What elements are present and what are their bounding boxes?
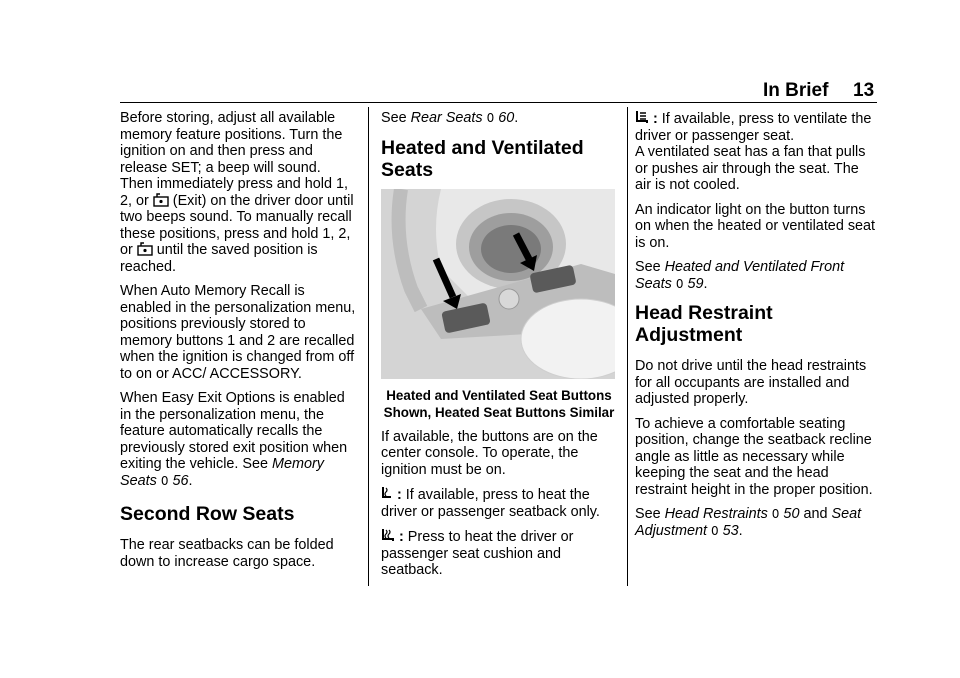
comfortable-seating-paragraph: To achieve a comfortable seating position, change the seatback recline angle as little as necessary while keeping the seat and the head restraint height in the proper position. xyxy=(635,415,873,498)
ventilated-seat-paragraph: A ventilated seat has a fan that pulls or pushes air through the seat. The air is not cooled. xyxy=(635,144,866,193)
seatback-heat-paragraph: : If available, press to heat the driver or passenger seatback only. xyxy=(381,487,600,520)
page-ref-icon: 0 xyxy=(711,523,719,538)
seat-buttons-illustration xyxy=(381,189,615,379)
heated-front-seats-link[interactable]: Heated and Ventilated Front Seats xyxy=(635,259,845,292)
figure-caption: Heated and Ventilated Seat Buttons Shown, Heated Seat Buttons Similar xyxy=(383,387,615,420)
page-ref[interactable]: 59 xyxy=(683,275,704,292)
page-header xyxy=(0,80,960,110)
heated-seat-icon xyxy=(381,528,395,543)
memory-storing-paragraph: Before storing, adjust all available memory feature positions. Turn the ignition on and then press and release SET; a beep will sound. Then immediately press and hold 1, 2, or (Exit) on the driver door until two beeps sound. To manually recall these positions, press and hold 1, 2, or until the saved position is reached. xyxy=(120,110,354,275)
head-restraint-warning: Do not drive until the head restraints for all occupants are installed and adjusted properly. xyxy=(635,358,867,407)
exit-door-icon xyxy=(137,242,153,256)
head-restraint-heading: Head Restraint Adjustment xyxy=(635,302,773,346)
seat-heat-paragraph: : Press to heat the driver or passenger seat cushion and seatback. xyxy=(381,529,574,578)
page-ref-icon: 0 xyxy=(675,276,684,291)
column-divider-1 xyxy=(368,107,369,586)
heated-ventilated-heading: Heated and Ventilated Seats xyxy=(381,136,584,181)
head-restraints-see-also: See Head Restraints 0 50 and Seat Adjustment 0 53. xyxy=(635,506,862,539)
column-divider-2 xyxy=(627,107,628,586)
page-ref-icon: 0 xyxy=(771,507,780,521)
auto-memory-recall-paragraph: When Auto Memory Recall is enabled in the personalization menu, positions previously stored to memory buttons 1 and 2 are recalled when the ignition is changed from off to on or ACC/ ACCESSORY. xyxy=(120,283,356,382)
head-restraints-link[interactable]: Head Restraints xyxy=(664,506,768,522)
column-1 xyxy=(120,110,356,578)
section-title: In Brief xyxy=(763,80,829,101)
column-3 xyxy=(635,110,877,547)
second-row-paragraph: The rear seatbacks can be folded down to increase cargo space. xyxy=(120,537,334,570)
ventilated-seat-icon xyxy=(635,110,649,125)
rear-seats-see-also: See Rear Seats 0 60. xyxy=(381,110,519,126)
front-seats-see-also: See Heated and Ventilated Front Seats 0 59. xyxy=(635,259,845,292)
page-ref[interactable]: 60 xyxy=(494,110,515,126)
page-ref[interactable]: 50 xyxy=(779,506,800,522)
page-number: 13 xyxy=(853,80,875,101)
header-rule xyxy=(120,102,877,103)
page-ref[interactable]: 56 xyxy=(168,472,189,489)
page-ref-icon: 0 xyxy=(486,111,495,125)
page-ref[interactable]: 53 xyxy=(718,522,739,539)
second-row-seats-heading: Second Row Seats xyxy=(120,503,295,525)
memory-seats-link[interactable]: Memory Seats xyxy=(120,456,324,489)
indicator-light-paragraph: An indicator light on the button turns on when the heated or ventilated seat is on. xyxy=(635,201,876,251)
page-ref-icon: 0 xyxy=(160,473,169,488)
column-2 xyxy=(381,110,617,587)
seat-adjustment-link[interactable]: Seat Adjustment xyxy=(635,506,862,539)
exit-door-icon xyxy=(153,193,169,207)
heated-seatback-icon xyxy=(381,486,393,501)
buttons-location-paragraph: If available, the buttons are on the center console. To operate, the ignition must be on. xyxy=(381,428,598,478)
ventilate-paragraph: : If available, press to ventilate the driver or passenger seat. xyxy=(635,111,872,144)
rear-seats-link[interactable]: Rear Seats xyxy=(410,110,483,126)
easy-exit-paragraph: When Easy Exit Options is enabled in the personalization menu, the feature automatically recalls the previously stored exit position when exiting the vehicle. See Memory Seats 0 56. xyxy=(120,390,348,489)
